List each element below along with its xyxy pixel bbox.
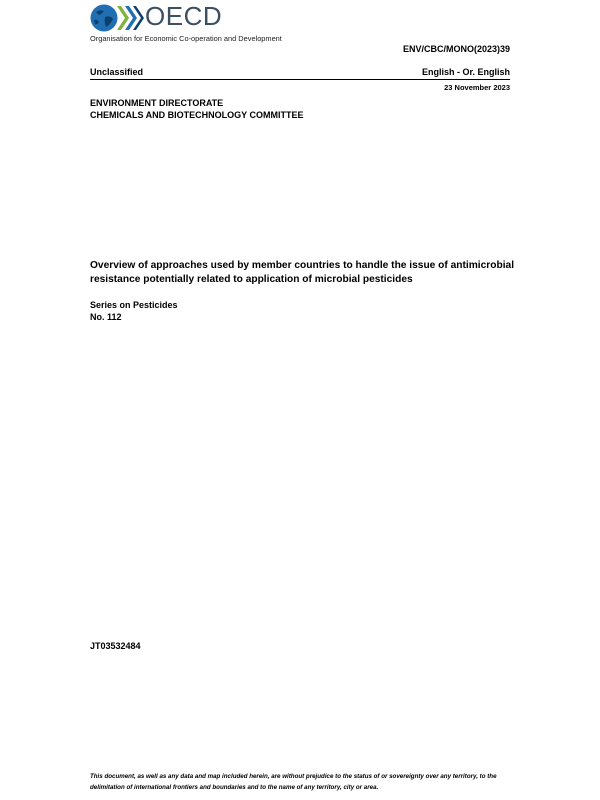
organisation-name: Organisation for Economic Co-operation and Development	[90, 34, 282, 43]
directorate-name: ENVIRONMENT DIRECTORATE	[90, 98, 224, 108]
document-title	[90, 259, 520, 286]
title-line-2: resistance potentially related to application of microbial pesticides	[90, 273, 413, 285]
document-reference: ENV/CBC/MONO(2023)39	[402, 44, 510, 54]
disclaimer	[90, 771, 530, 793]
disclaimer-line-1: This document, as well as any data and map included herein, are without prejudice to the status of or sovereignty over any territory, to the	[90, 773, 497, 780]
oecd-logo	[90, 1, 310, 43]
document-date: 23 November 2023	[444, 83, 510, 92]
series-number: No. 112	[90, 312, 122, 322]
job-code: JT03532484	[90, 641, 141, 651]
series-block	[90, 299, 178, 323]
disclaimer-line-2: delimitation of international frontiers and boundaries and to the name of any territory, city or area.	[90, 784, 379, 791]
classification-row	[90, 67, 510, 80]
committee-name: CHEMICALS AND BIOTECHNOLOGY COMMITTEE	[90, 110, 304, 120]
oecd-wordmark: OECD	[145, 1, 223, 31]
directorate-block	[90, 97, 304, 121]
classification-label: Unclassified	[90, 67, 144, 77]
title-line-1: Overview of approaches used by member countries to handle the issue of antimicrobial	[90, 260, 515, 271]
language-label: English - Or. English	[421, 67, 510, 77]
oecd-globe-icon	[90, 3, 146, 33]
series-name: Series on Pesticides	[90, 300, 178, 310]
